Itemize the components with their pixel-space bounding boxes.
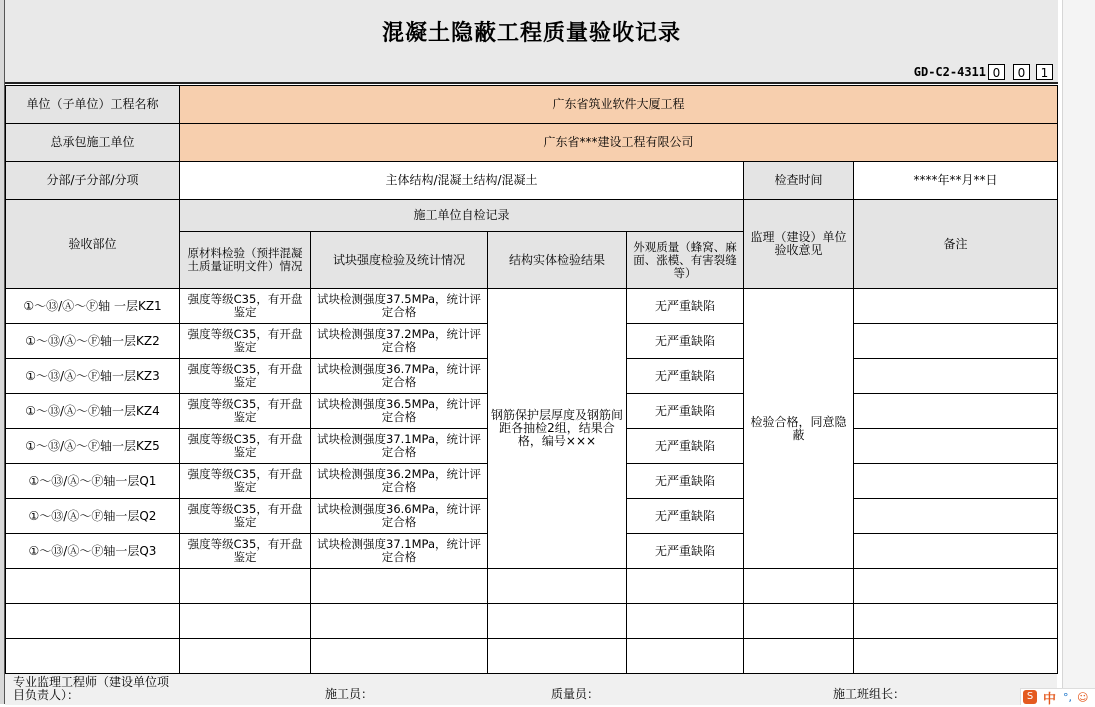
remarks-header: 备注	[854, 200, 1058, 289]
empty-cell[interactable]	[488, 639, 627, 674]
check-time-label: 检查时间	[744, 162, 854, 200]
row-appearance[interactable]: 无严重缺陷	[627, 534, 744, 569]
right-scrollbar[interactable]	[1062, 0, 1095, 704]
empty-row	[6, 639, 1058, 674]
row-strength[interactable]: 试块检测强度36.7MPa，统计评定合格	[311, 359, 488, 394]
ime-logo-icon[interactable]: S	[1023, 690, 1037, 704]
row-material[interactable]: 强度等级C35，有开盘鉴定	[180, 429, 311, 464]
row-remarks[interactable]	[854, 324, 1058, 359]
quality-sign-label: 质量员：	[551, 687, 600, 701]
material-header: 原材料检验（预拌混凝土质量证明文件）情况	[180, 232, 311, 289]
empty-cell[interactable]	[854, 604, 1058, 639]
empty-cell[interactable]	[6, 604, 180, 639]
empty-cell[interactable]	[854, 639, 1058, 674]
row-remarks[interactable]	[854, 289, 1058, 324]
row-material[interactable]: 强度等级C35，有开盘鉴定	[180, 324, 311, 359]
empty-cell[interactable]	[180, 569, 311, 604]
check-time-value[interactable]: ****年**月**日	[854, 162, 1058, 200]
row-material[interactable]: 强度等级C35，有开盘鉴定	[180, 359, 311, 394]
row-strength[interactable]: 试块检测强度36.6MPa，统计评定合格	[311, 499, 488, 534]
row-remarks[interactable]	[854, 464, 1058, 499]
team-leader-sign-label: 施工班组长：	[833, 687, 906, 701]
row-material[interactable]: 强度等级C35，有开盘鉴定	[180, 289, 311, 324]
contractor-value[interactable]: 广东省***建设工程有限公司	[180, 124, 1058, 162]
empty-cell[interactable]	[488, 569, 627, 604]
form-code: GD-C2-4311	[913, 65, 986, 79]
row-location[interactable]: ①～⑬/Ⓐ～Ⓕ轴 一层KZ1	[6, 289, 180, 324]
engineer-sign-label: 专业监理工程师（建设单位项目负责人）：	[13, 675, 170, 702]
form-code-row	[5, 62, 1058, 84]
unit-value[interactable]: 广东省筑业软件大厦工程	[180, 86, 1058, 124]
appearance-header: 外观质量（蜂窝、麻面、涨模、有害裂缝等）	[627, 232, 744, 289]
row-appearance[interactable]: 无严重缺陷	[627, 324, 744, 359]
row-material[interactable]: 强度等级C35，有开盘鉴定	[180, 499, 311, 534]
row-strength[interactable]: 试块检测强度37.1MPa，统计评定合格	[311, 534, 488, 569]
supervision-opinion[interactable]: 检验合格，同意隐蔽	[744, 289, 854, 569]
row-appearance[interactable]: 无严重缺陷	[627, 429, 744, 464]
row-appearance[interactable]: 无严重缺陷	[627, 289, 744, 324]
row-remarks[interactable]	[854, 499, 1058, 534]
empty-cell[interactable]	[311, 604, 488, 639]
row-location[interactable]: ①～⑬/Ⓐ～Ⓕ轴一层KZ2	[6, 324, 180, 359]
row-appearance[interactable]: 无严重缺陷	[627, 359, 744, 394]
empty-cell[interactable]	[854, 569, 1058, 604]
row-location[interactable]: ①～⑬/Ⓐ～Ⓕ轴一层Q3	[6, 534, 180, 569]
empty-cell[interactable]	[744, 569, 854, 604]
row-strength[interactable]: 试块检测强度37.1MPa，统计评定合格	[311, 429, 488, 464]
empty-cell[interactable]	[180, 639, 311, 674]
worker-sign-label: 施工员：	[325, 687, 374, 701]
row-remarks[interactable]	[854, 429, 1058, 464]
row-remarks[interactable]	[854, 394, 1058, 429]
signature-footer	[5, 673, 1057, 705]
location-header: 验收部位	[6, 200, 180, 289]
row-appearance[interactable]: 无严重缺陷	[627, 499, 744, 534]
code-box-2[interactable]: 0	[1013, 64, 1030, 80]
ime-toolbar[interactable]	[1020, 688, 1095, 705]
division-label: 分部/子分部/分项	[6, 162, 180, 200]
empty-cell[interactable]	[627, 569, 744, 604]
table-row	[6, 289, 1058, 324]
empty-cell[interactable]	[6, 639, 180, 674]
ime-language-toggle[interactable]: 中	[1043, 692, 1057, 707]
row-appearance[interactable]: 无严重缺陷	[627, 464, 744, 499]
self-check-header: 施工单位自检记录	[180, 200, 744, 232]
empty-cell[interactable]	[6, 569, 180, 604]
title-row	[5, 0, 1058, 64]
code-box-1[interactable]: 0	[988, 64, 1005, 80]
division-value[interactable]: 主体结构/混凝土结构/混凝土	[180, 162, 744, 200]
contractor-label: 总承包施工单位	[6, 124, 180, 162]
row-location[interactable]: ①～⑬/Ⓐ～Ⓕ轴一层Q1	[6, 464, 180, 499]
row-strength[interactable]: 试块检测强度36.2MPa，统计评定合格	[311, 464, 488, 499]
row-strength[interactable]: 试块检测强度37.2MPa，统计评定合格	[311, 324, 488, 359]
form-title: 混凝土隐蔽工程质量验收记录	[381, 20, 681, 46]
ime-emoji-icon[interactable]: ☺	[1077, 691, 1089, 704]
row-strength[interactable]: 试块检测强度36.5MPa，统计评定合格	[311, 394, 488, 429]
row-remarks[interactable]	[854, 534, 1058, 569]
empty-cell[interactable]	[744, 604, 854, 639]
empty-cell[interactable]	[488, 604, 627, 639]
empty-cell[interactable]	[180, 604, 311, 639]
structure-result[interactable]: 钢筋保护层厚度及钢筋间距各抽检2组，结果合格，编号×××	[488, 289, 627, 569]
code-box-3[interactable]: 1	[1036, 64, 1053, 80]
inspection-table	[5, 85, 1058, 674]
strength-header: 试块强度检验及统计情况	[311, 232, 488, 289]
row-location[interactable]: ①～⑬/Ⓐ～Ⓕ轴一层KZ4	[6, 394, 180, 429]
empty-cell[interactable]	[627, 639, 744, 674]
row-location[interactable]: ①～⑬/Ⓐ～Ⓕ轴一层Q2	[6, 499, 180, 534]
row-location[interactable]: ①～⑬/Ⓐ～Ⓕ轴一层KZ5	[6, 429, 180, 464]
empty-row	[6, 604, 1058, 639]
ime-punctuation-icon[interactable]: °,	[1063, 691, 1072, 704]
empty-cell[interactable]	[311, 569, 488, 604]
row-strength[interactable]: 试块检测强度37.5MPa，统计评定合格	[311, 289, 488, 324]
row-material[interactable]: 强度等级C35，有开盘鉴定	[180, 394, 311, 429]
row-location[interactable]: ①～⑬/Ⓐ～Ⓕ轴一层KZ3	[6, 359, 180, 394]
empty-row	[6, 569, 1058, 604]
row-appearance[interactable]: 无严重缺陷	[627, 394, 744, 429]
supervision-header: 监理（建设）单位验收意见	[744, 200, 854, 289]
row-material[interactable]: 强度等级C35，有开盘鉴定	[180, 534, 311, 569]
empty-cell[interactable]	[627, 604, 744, 639]
structure-header: 结构实体检验结果	[488, 232, 627, 289]
row-remarks[interactable]	[854, 359, 1058, 394]
unit-label: 单位（子单位）工程名称	[6, 86, 180, 124]
empty-cell[interactable]	[744, 639, 854, 674]
empty-cell[interactable]	[311, 639, 488, 674]
row-material[interactable]: 强度等级C35，有开盘鉴定	[180, 464, 311, 499]
